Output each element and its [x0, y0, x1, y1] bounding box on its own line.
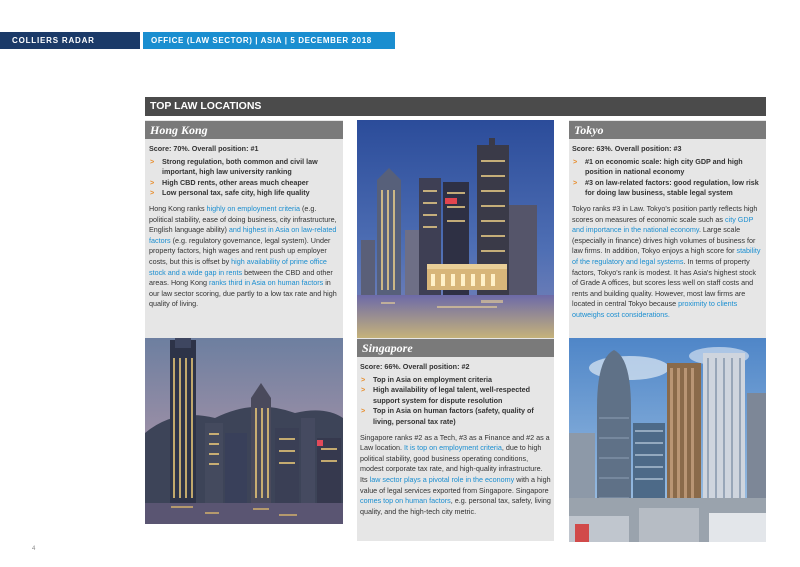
tokyo-skyline-photo [569, 338, 766, 542]
hong-kong-skyline-photo [145, 338, 343, 524]
section-title: TOP LAW LOCATIONS [145, 97, 766, 116]
hong-kong-points [149, 157, 339, 199]
brand-label: COLLIERS RADAR [0, 32, 140, 49]
hong-kong-score: Score: 70%. Overall position: #1 [149, 144, 259, 153]
singapore-skyline-photo [357, 120, 554, 338]
hong-kong-point: > Low personal tax, safe city, high life quality [149, 188, 339, 199]
singapore-title: Singapore [357, 339, 554, 357]
singapore-score: Score: 66%. Overall position: #2 [360, 362, 470, 371]
tokyo-point: > #3 on law-related factors: good regulation, low risk for doing law business, stable legal system [572, 178, 763, 199]
singapore-point: > Top in Asia on human factors (safety, quality of living, personal tax rate) [360, 406, 551, 427]
hong-kong-text [149, 144, 339, 310]
tokyo-point: > #1 on economic scale: high city GDP and high position in national economy [572, 157, 763, 178]
tokyo-points [572, 157, 763, 199]
hong-kong-point: > High CBD rents, other areas much cheaper [149, 178, 339, 189]
singapore-point: > High availability of legal talent, well-respected support system for dispute resolution [360, 385, 551, 406]
singapore-text [360, 362, 551, 517]
tokyo-score: Score: 63%. Overall position: #3 [572, 144, 682, 153]
singapore-points [360, 375, 551, 428]
report-subtitle: OFFICE (LAW SECTOR) | ASIA | 5 DECEMBER 2018 [143, 32, 395, 49]
hong-kong-title: Hong Kong [145, 121, 343, 139]
hong-kong-point: > Strong regulation, both common and civil law important, high law university ranking [149, 157, 339, 178]
hong-kong-body: Hong Kong ranks highly on employment criteria (e.g. political stability, ease of doing business, city infrastructure, English language ability) and highest in Asia on law-related factors (e.g. regulatory governance, legal system). Under property factors, high wages and rent push up employer costs, but this is offset by high availability of prime office stock and a wide gap in rents between the CBD and other areas. Hong Kong ranks third in Asia on human factors in our law sector scoring, due partly to a low tax rate and high quality of living. [149, 203, 337, 309]
tokyo-text [572, 144, 763, 321]
singapore-body: Singapore ranks #2 as a Tech, #3 as a Finance and #2 as a Law location. It is top on employment criteria, due to high political stability, good business operating conditions, modest corporate tax rate, and high-quality infrastructure. Its law sector plays a pivotal role in the economy with a high value of legal services exported from Singapore. Singapore comes top on human factors, e.g. personal tax, safety, living quality, and the high-tech city metric. [360, 432, 551, 516]
page-number: 4 [32, 546, 36, 552]
tokyo-title: Tokyo [569, 121, 766, 139]
tokyo-body: Tokyo ranks #3 in Law. Tokyo's position partly reflects high scores on measures of economic scale such as city GDP and importance in the national economy. Large scale (especially in finance) drives high volumes of business for law firms. In addition, Tokyo enjoys a high score for stability of the regulatory and legal systems. In terms of property factors, Tokyo's rank is modest. It has Asia's highest stock of Grade A offices, but scores less well on staff costs and rents and building quality. However, most law firms are located in central Tokyo because proximity to clients outweighs cost considerations. [572, 203, 761, 319]
singapore-point: > Top in Asia on employment criteria [360, 375, 551, 386]
